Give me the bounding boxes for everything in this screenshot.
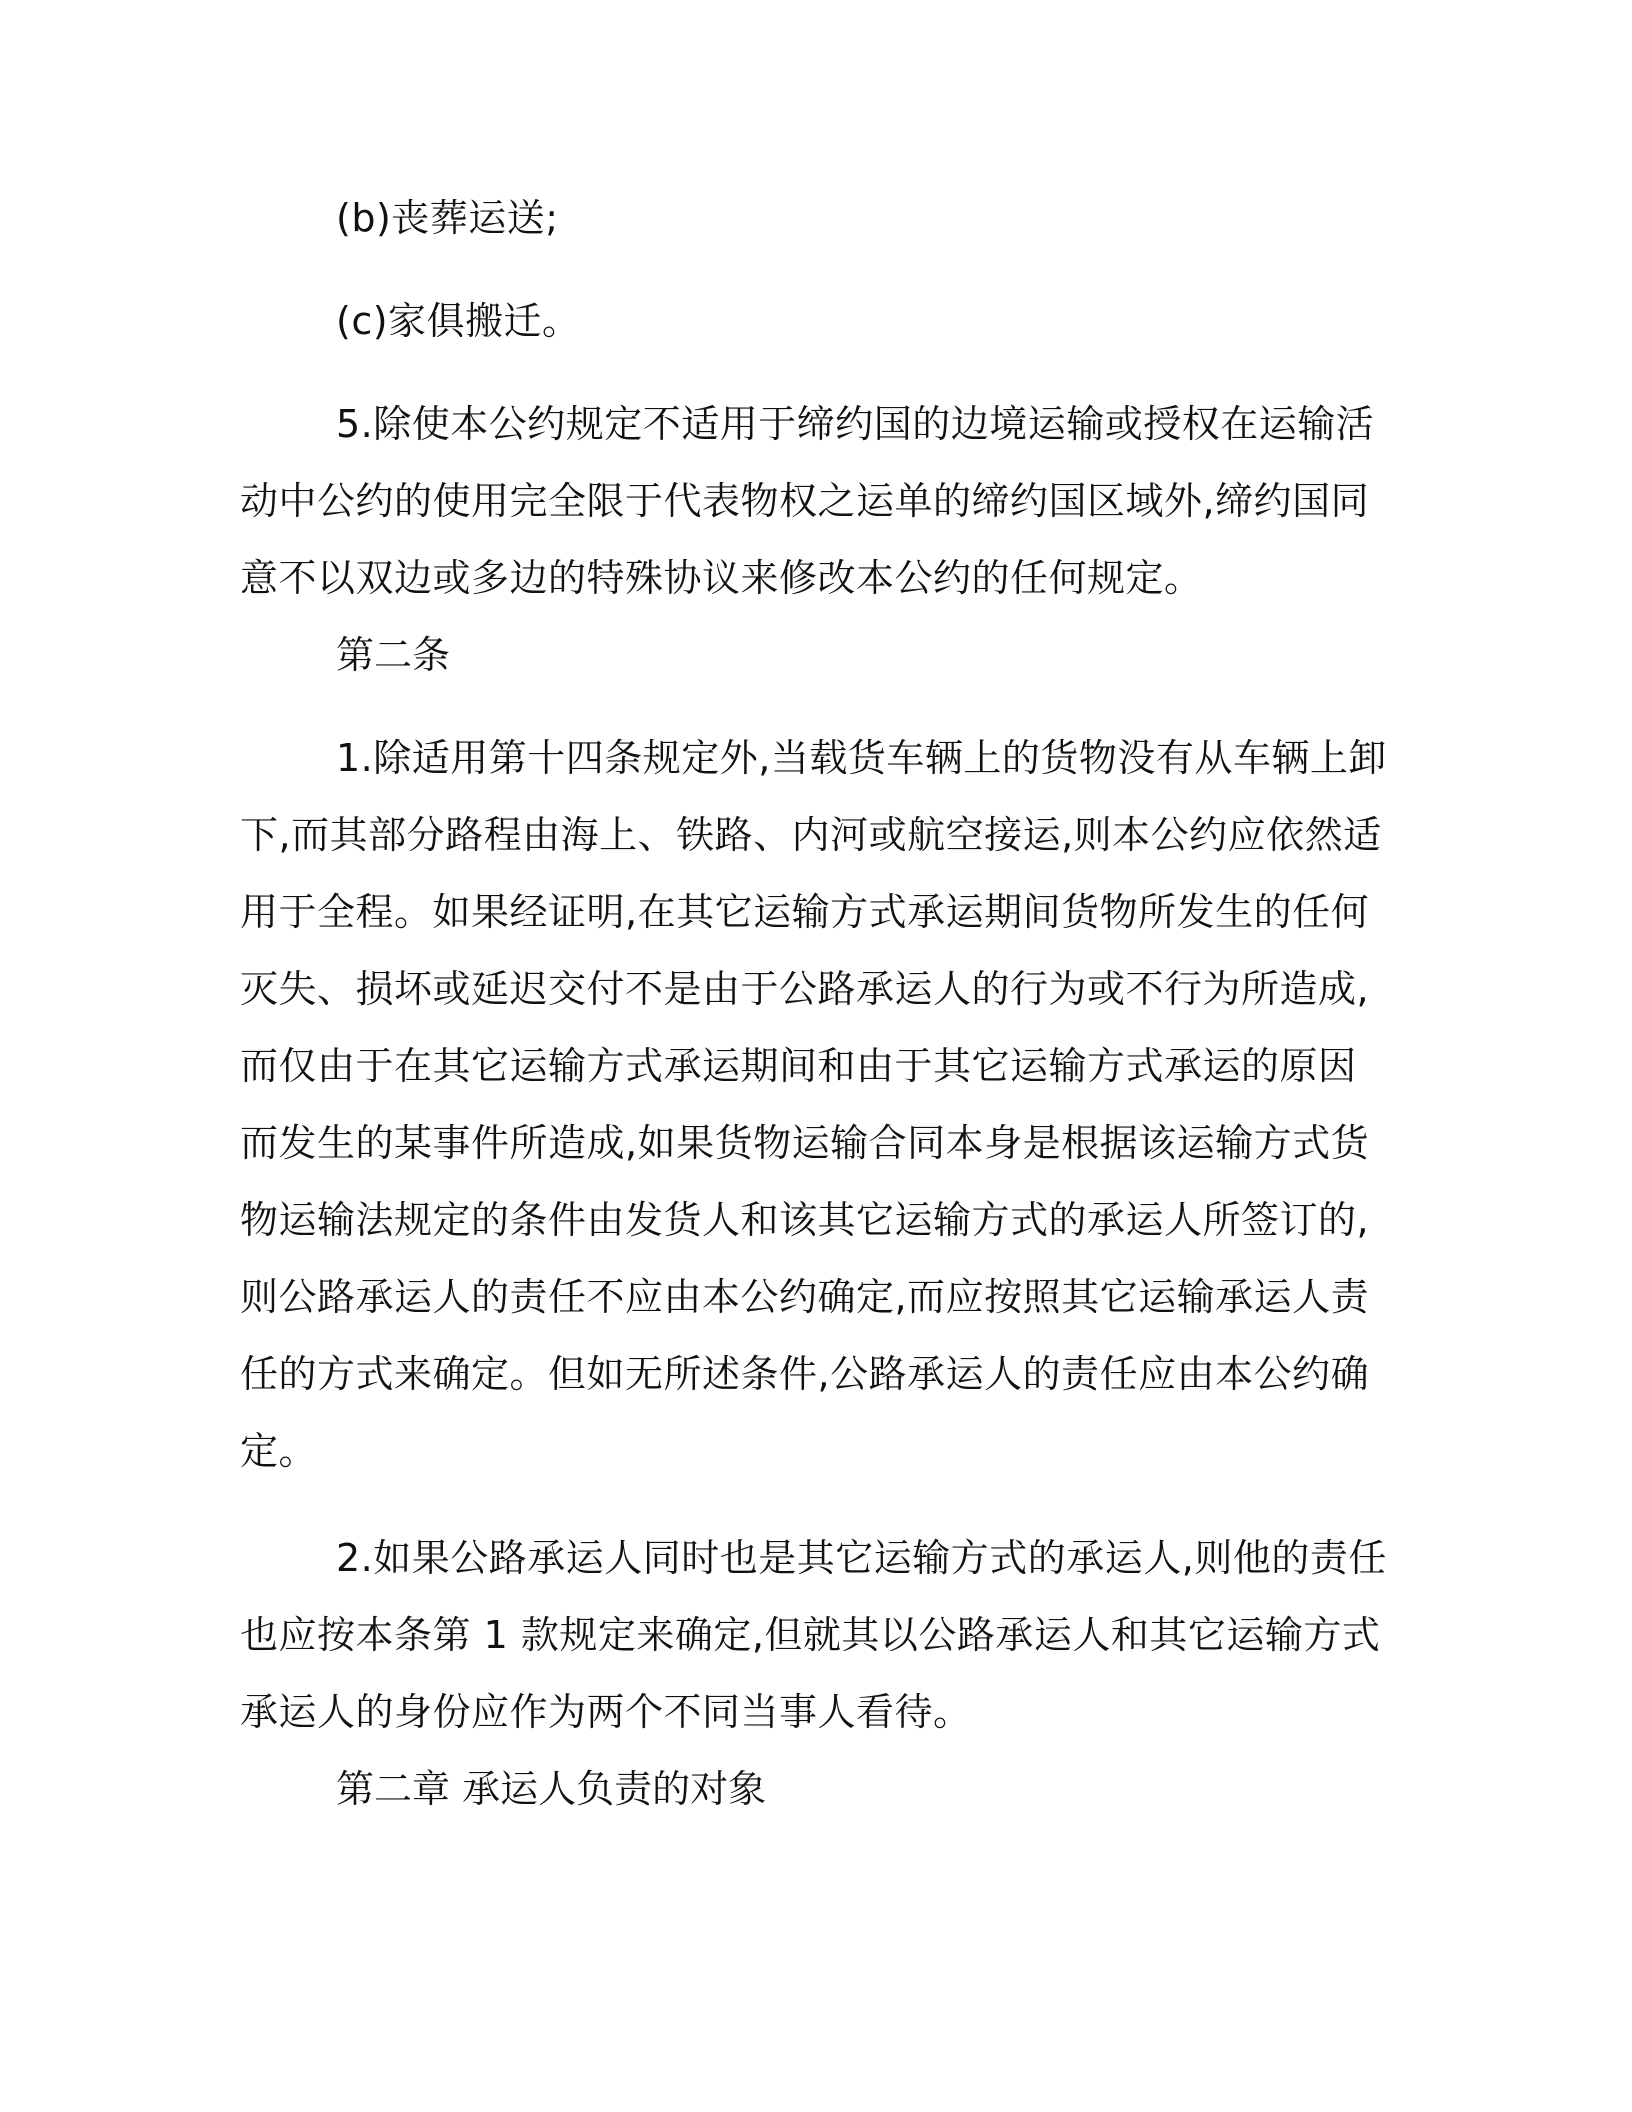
article-2-paragraph-2: 2.如果公路承运人同时也是其它运输方式的承运人,则他的责任也应按本条第 1 款规定来确定,但就其以公路承运人和其它运输方式承运人的身份应作为两个不同当事人看待。 xyxy=(240,1536,1387,1734)
chapter-2-heading: 第二章 承运人负责的对象 xyxy=(336,1767,767,1811)
paragraph-item-b: (b)丧葬运送; xyxy=(336,196,559,240)
paragraph-5: 5.除使本公约规定不适用于缔约国的边境运输或授权在运输活动中公约的使用完全限于代表物权之运单的缔约国区域外,缔约国同意不以双边或多边的特殊协议来修改本公约的任何规定。 xyxy=(240,402,1375,600)
article-2-heading: 第二条 xyxy=(336,633,451,677)
document-page xyxy=(240,180,1390,1828)
article-2-paragraph-1: 1.除适用第十四条规定外,当载货车辆上的货物没有从车辆上卸下,而其部分路程由海上、铁路、内河或航空接运,则本公约应依然适用于全程。如果经证明,在其它运输方式承运期间货物所发生的任何灭失、损坏或延迟交付不是由于公路承运人的行为或不行为所造成,而仅由于在其它运输方式承运期间和由于其它运输方式承运的原因而发生的某事件所造成,如果货物运输合同本身是根据该运输方式货物运输法规定的条件由发货人和该其它运输方式的承运人所签订的,则公路承运人的责任不应由本公约确定,而应按照其它运输承运人责任的方式来确定。但如无所述条件,公路承运人的责任应由本公约确定。 xyxy=(240,736,1387,1473)
paragraph-item-c: (c)家俱搬迁。 xyxy=(336,299,581,343)
